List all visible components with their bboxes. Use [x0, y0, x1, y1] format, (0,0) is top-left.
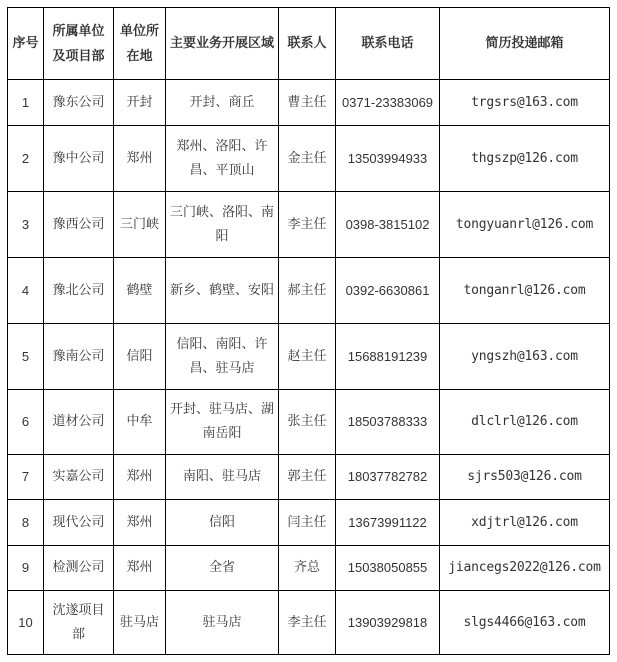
header-index: 序号	[8, 8, 44, 80]
table-row	[8, 390, 610, 455]
row-location: 三门峡	[114, 192, 166, 258]
row-region: 三门峡、洛阳、南阳	[166, 192, 279, 258]
row-location: 鹤壁	[114, 258, 166, 324]
row-index: 3	[8, 192, 44, 258]
row-email: slgs4466@163.com	[440, 591, 610, 655]
header-row	[8, 8, 610, 80]
row-region: 信阳、南阳、许昌、驻马店	[166, 324, 279, 390]
row-phone: 13503994933	[336, 126, 440, 192]
row-email: tonganrl@126.com	[440, 258, 610, 324]
header-unit: 所属单位及项目部	[44, 8, 114, 80]
row-phone: 18037782782	[336, 455, 440, 500]
row-email: yngszh@163.com	[440, 324, 610, 390]
row-index: 4	[8, 258, 44, 324]
row-phone: 0392-6630861	[336, 258, 440, 324]
row-index: 1	[8, 80, 44, 126]
table-row	[8, 126, 610, 192]
row-contact: 郝主任	[279, 258, 336, 324]
row-email: jiancegs2022@126.com	[440, 546, 610, 591]
row-index: 10	[8, 591, 44, 655]
row-phone: 15688191239	[336, 324, 440, 390]
row-region: 全省	[166, 546, 279, 591]
row-region: 驻马店	[166, 591, 279, 655]
row-location: 郑州	[114, 546, 166, 591]
table-row	[8, 80, 610, 126]
row-contact: 赵主任	[279, 324, 336, 390]
header-location: 单位所在地	[114, 8, 166, 80]
row-contact: 闫主任	[279, 500, 336, 546]
row-index: 5	[8, 324, 44, 390]
table-body	[8, 80, 610, 655]
header-contact: 联系人	[279, 8, 336, 80]
header-region: 主要业务开展区域	[166, 8, 279, 80]
row-contact: 郭主任	[279, 455, 336, 500]
table-row	[8, 324, 610, 390]
table-header	[8, 8, 610, 80]
row-index: 8	[8, 500, 44, 546]
row-region: 开封、驻马店、湖南岳阳	[166, 390, 279, 455]
table-row	[8, 546, 610, 591]
row-phone: 13903929818	[336, 591, 440, 655]
row-region: 信阳	[166, 500, 279, 546]
row-phone: 13673991122	[336, 500, 440, 546]
row-unit: 实嘉公司	[44, 455, 114, 500]
row-unit: 道材公司	[44, 390, 114, 455]
row-index: 2	[8, 126, 44, 192]
row-contact: 李主任	[279, 591, 336, 655]
row-location: 郑州	[114, 455, 166, 500]
row-region: 开封、商丘	[166, 80, 279, 126]
table-row	[8, 591, 610, 655]
row-email: xdjtrl@126.com	[440, 500, 610, 546]
table-row	[8, 500, 610, 546]
row-unit: 豫东公司	[44, 80, 114, 126]
row-email: trgsrs@163.com	[440, 80, 610, 126]
row-email: tongyuanrl@126.com	[440, 192, 610, 258]
row-region: 郑州、洛阳、许昌、平顶山	[166, 126, 279, 192]
row-location: 驻马店	[114, 591, 166, 655]
row-region: 南阳、驻马店	[166, 455, 279, 500]
row-location: 开封	[114, 80, 166, 126]
row-phone: 18503788333	[336, 390, 440, 455]
row-index: 9	[8, 546, 44, 591]
row-location: 郑州	[114, 126, 166, 192]
row-phone: 0398-3815102	[336, 192, 440, 258]
row-email: thgszp@126.com	[440, 126, 610, 192]
row-email: sjrs503@126.com	[440, 455, 610, 500]
row-phone: 15038050855	[336, 546, 440, 591]
row-location: 信阳	[114, 324, 166, 390]
row-index: 6	[8, 390, 44, 455]
header-phone: 联系电话	[336, 8, 440, 80]
row-unit: 豫南公司	[44, 324, 114, 390]
row-contact: 张主任	[279, 390, 336, 455]
row-unit: 豫北公司	[44, 258, 114, 324]
row-contact: 金主任	[279, 126, 336, 192]
row-contact: 齐总	[279, 546, 336, 591]
row-contact: 李主任	[279, 192, 336, 258]
row-index: 7	[8, 455, 44, 500]
row-email: dlclrl@126.com	[440, 390, 610, 455]
row-contact: 曹主任	[279, 80, 336, 126]
row-unit: 检测公司	[44, 546, 114, 591]
table-row	[8, 192, 610, 258]
table-row	[8, 258, 610, 324]
row-unit: 沈遂项目部	[44, 591, 114, 655]
header-email: 简历投递邮箱	[440, 8, 610, 80]
row-unit: 现代公司	[44, 500, 114, 546]
table-row	[8, 455, 610, 500]
row-unit: 豫中公司	[44, 126, 114, 192]
contact-table	[7, 7, 610, 655]
row-location: 中牟	[114, 390, 166, 455]
row-phone: 0371-23383069	[336, 80, 440, 126]
row-unit: 豫西公司	[44, 192, 114, 258]
row-location: 郑州	[114, 500, 166, 546]
row-region: 新乡、鹤壁、安阳	[166, 258, 279, 324]
